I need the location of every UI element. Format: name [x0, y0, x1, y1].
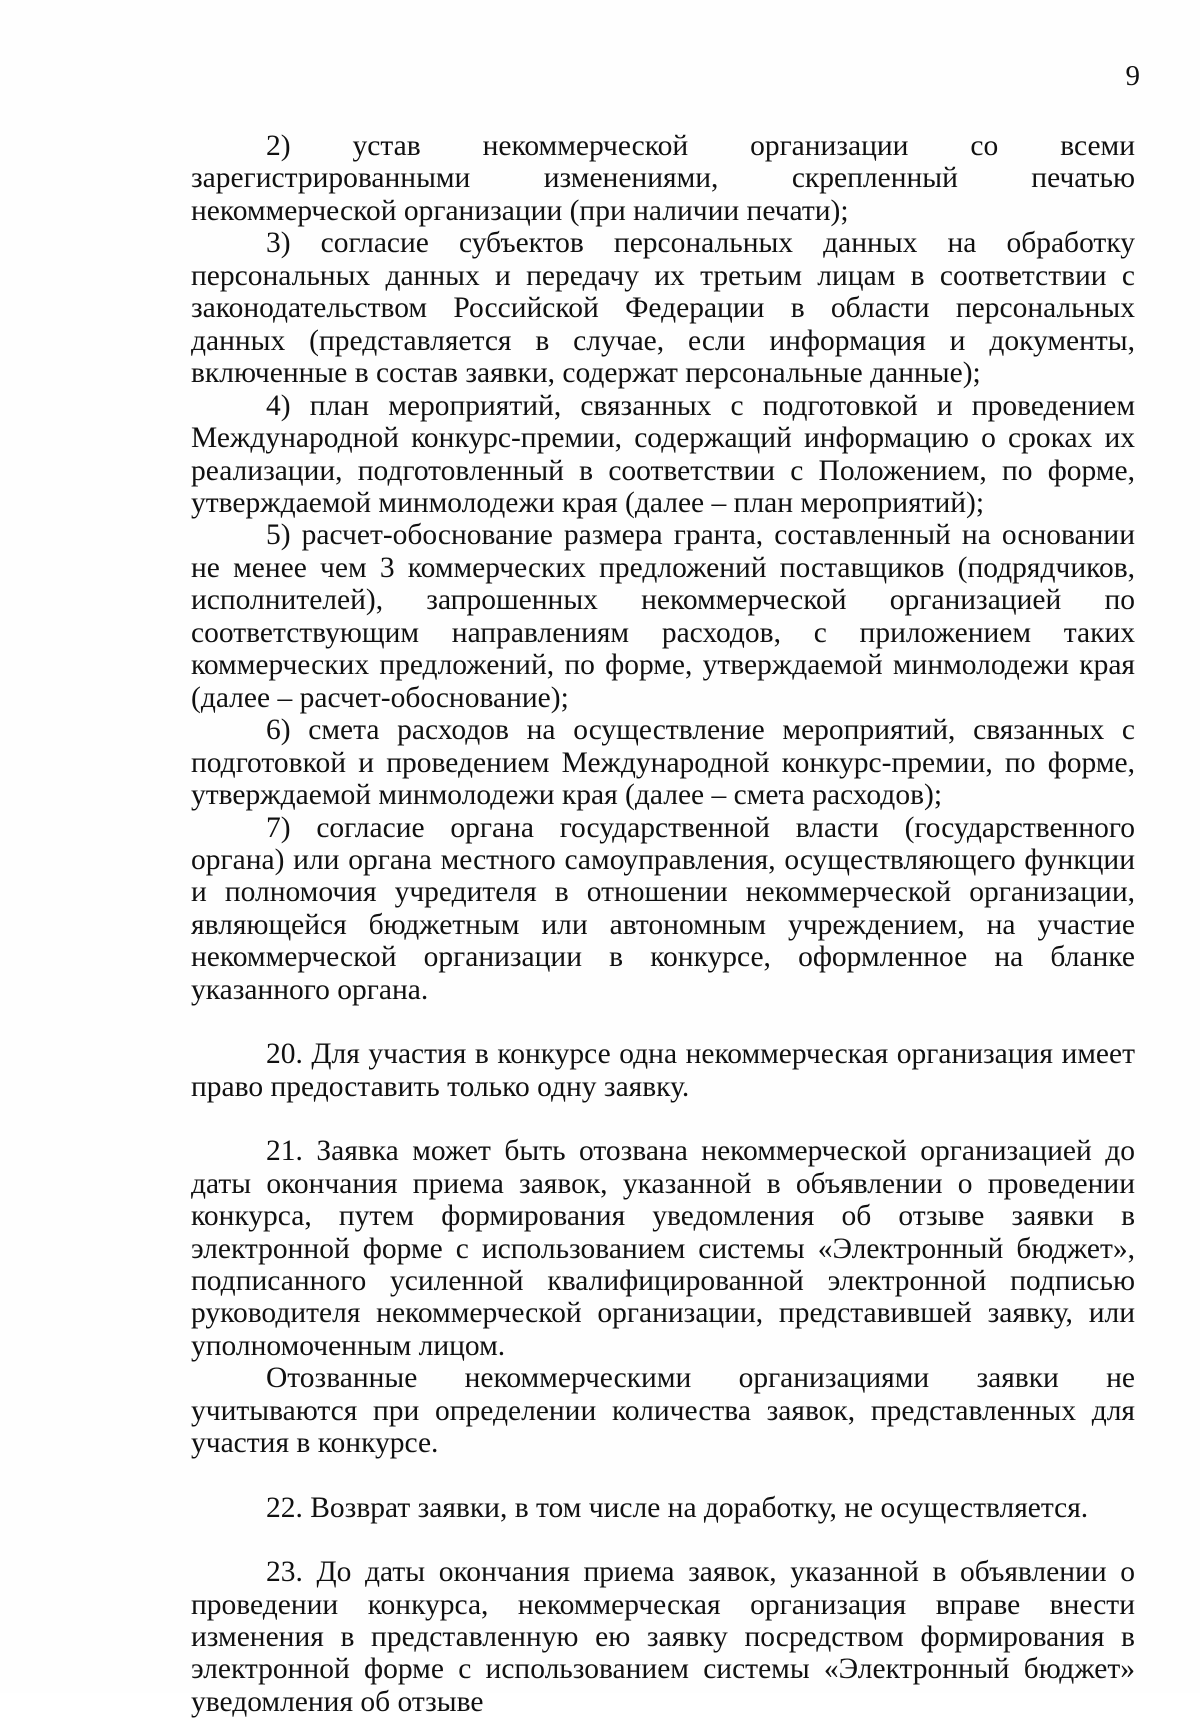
clause-23: 23. До даты окончания приема заявок, указанной в объявлении о проведении конкурса, некоммерческая организация вправе внести изменения в представленную ею заявку посредством формирования в электронной форме с использованием системы «Электронный бюджет» уведомления об отзыве	[191, 1556, 1135, 1718]
document-body	[191, 130, 1135, 1718]
list-item-5-grant-calculation: 5) расчет-обоснование размера гранта, составленный на основании не менее чем 3 коммерческих предложений поставщиков (подрядчиков, исполнителей), запрошенных некоммерческой организацией по соответствующим направлениям расходов, с приложением таких коммерческих предложений, по форме, утверждаемой минмолодежи края (далее – расчет-обоснование);	[191, 519, 1135, 714]
page-number: 9	[1125, 60, 1140, 92]
clause-22: 22. Возврат заявки, в том числе на доработку, не осуществляется.	[266, 1491, 1089, 1524]
list-item-6-expense-estimate: 6) смета расходов на осуществление мероприятий, связанных с подготовкой и проведением Международной конкурс-премии, по форме, утверждаемой минмолодежи края (далее – смета расходов);	[191, 714, 1135, 812]
clause-21-continuation: Отозванные некоммерческими организациями заявки не учитываются при определении количества заявок, представленных для участия в конкурсе.	[191, 1362, 1135, 1460]
list-item-3-personal-data-consent: 3) согласие субъектов персональных данных на обработку персональных данных и передачу их третьим лицам в соответствии с законодательством Российской Федерации в области персональных данных (представляется в случае, если информация и документы, включенные в состав заявки, содержат персональные данные);	[191, 227, 1135, 390]
list-item-4-event-plan: 4) план мероприятий, связанных с подготовкой и проведением Международной конкурс-премии, содержащий информацию о сроках их реализации, подготовленный в соответствии с Положением, по форме, утверждаемой минмолодежи края (далее – план мероприятий);	[191, 389, 1135, 519]
list-item-7-founder-consent: 7) согласие органа государственной власти (государственного органа) или органа местного самоуправления, осуществляющего функции и полномочия учредителя в отношении некоммерческой организации, являющейся бюджетным или автономным учреждением, на участие некоммерческой организации в конкурсе, оформленное на бланке указанного органа.	[191, 811, 1135, 1006]
clause-20: 20. Для участия в конкурсе одна некоммерческая организация имеет право предоставить только одну заявку.	[191, 1038, 1135, 1103]
clause-21: 21. Заявка может быть отозвана некоммерческой организацией до даты окончания приема заявок, указанной в объявлении о проведении конкурса, путем формирования уведомления об отзыве заявки в электронной форме с использованием системы «Электронный бюджет», подписанного усиленной квалифицированной электронной подписью руководителя некоммерческой организации, представившей заявку, или уполномоченным лицом.	[191, 1135, 1135, 1362]
list-item-2-charter: 2) устав некоммерческой организации со всеми зарегистрированными изменениями, скрепленный печатью некоммерческой организации (при наличии печати);	[191, 130, 1135, 227]
